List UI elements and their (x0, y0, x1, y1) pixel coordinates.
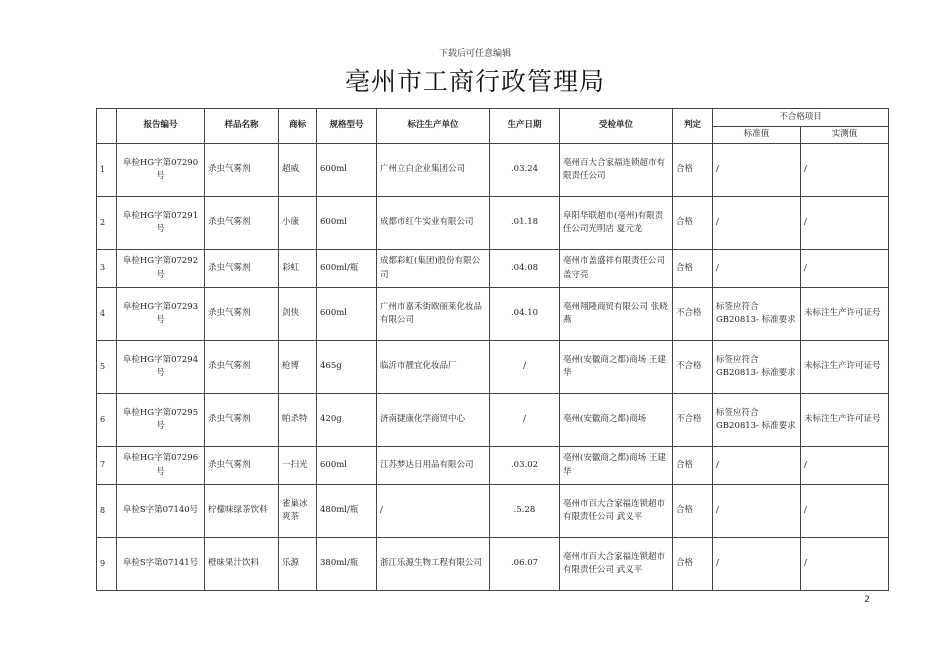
cell-producer: 济南捷康化学商贸中心 (377, 394, 490, 447)
table-row (97, 250, 889, 288)
download-note: 下载后可任意编辑 (438, 49, 511, 59)
col-nonconform-header: 不合格项目 (713, 109, 889, 127)
col-inspected-header: 受检单位 (560, 109, 673, 144)
cell-date: .04.10 (490, 288, 560, 341)
col-report-no-header: 报告编号 (117, 109, 205, 144)
cell-producer: / (377, 485, 490, 538)
cell-measured: / (801, 447, 889, 485)
row-index: 9 (97, 538, 117, 591)
cell-verdict: 不合格 (673, 288, 713, 341)
cell-verdict: 合格 (673, 447, 713, 485)
cell-standard: 标签应符合GB20813- 标准要求 (713, 394, 801, 447)
col-verdict-header: 判定 (673, 109, 713, 144)
cell-report-no: 阜检HG字第07295号 (117, 394, 205, 447)
cell-report-no: 阜检HG字第07292号 (117, 250, 205, 288)
cell-report-no: 阜检HG字第07296号 (117, 447, 205, 485)
page-title: 亳州市工商行政管理局 (344, 67, 605, 96)
cell-report-no: 阜检HG字第07293号 (117, 288, 205, 341)
cell-spec: 600ml (317, 288, 377, 341)
cell-producer: 江苏梦达日用品有限公司 (377, 447, 490, 485)
cell-sample: 杀虫气雾剂 (205, 341, 279, 394)
cell-verdict: 合格 (673, 144, 713, 197)
cell-producer: 浙江乐源生物工程有限公司 (377, 538, 490, 591)
cell-sample: 橙味果汁饮料 (205, 538, 279, 591)
cell-report-no: 阜检HG字第07294号 (117, 341, 205, 394)
cell-measured: / (801, 538, 889, 591)
table-row (97, 538, 889, 591)
col-standard-header: 标准值 (713, 127, 801, 144)
table-body (97, 144, 889, 591)
cell-standard: / (713, 447, 801, 485)
cell-inspected: 亳州市百大合家福连锁超市有限责任公司 武义平 (560, 538, 673, 591)
cell-spec: 420g (317, 394, 377, 447)
cell-standard: / (713, 197, 801, 250)
cell-inspected: 阜阳华联超市(亳州)有限责任公司光明店 夏元龙 (560, 197, 673, 250)
table-row (97, 197, 889, 250)
cell-verdict: 合格 (673, 250, 713, 288)
table-header (97, 109, 889, 144)
cell-measured: 未标注生产许可证号 (801, 341, 889, 394)
cell-date: .03.02 (490, 447, 560, 485)
cell-spec: 600ml (317, 447, 377, 485)
cell-brand: 雀巢冰爽茶 (279, 485, 317, 538)
row-index: 2 (97, 197, 117, 250)
cell-sample: 杀虫气雾剂 (205, 447, 279, 485)
col-index-header (97, 109, 117, 144)
row-index: 3 (97, 250, 117, 288)
cell-standard: 标签应符合GB20813- 标准要求 (713, 288, 801, 341)
cell-date: / (490, 394, 560, 447)
row-index: 5 (97, 341, 117, 394)
cell-brand: 一扫光 (279, 447, 317, 485)
row-index: 6 (97, 394, 117, 447)
col-measured-header: 实测值 (801, 127, 889, 144)
cell-verdict: 不合格 (673, 341, 713, 394)
cell-inspected: 亳州(安徽商之都)商场 王建华 (560, 341, 673, 394)
table-row (97, 394, 889, 447)
cell-report-no: 阜检HG字第07291号 (117, 197, 205, 250)
cell-date: .01.18 (490, 197, 560, 250)
cell-brand: 小康 (279, 197, 317, 250)
cell-brand: 帕杀特 (279, 394, 317, 447)
cell-report-no: 阜检S字第07141号 (117, 538, 205, 591)
cell-verdict: 合格 (673, 485, 713, 538)
cell-sample: 杀虫气雾剂 (205, 250, 279, 288)
cell-standard: / (713, 250, 801, 288)
cell-measured: / (801, 485, 889, 538)
cell-measured: / (801, 197, 889, 250)
cell-inspected: 亳州(安徽商之都)商场 王建华 (560, 447, 673, 485)
cell-spec: 600ml/瓶 (317, 250, 377, 288)
cell-brand: 彩虹 (279, 250, 317, 288)
cell-inspected: 亳州(安徽商之都)商场 (560, 394, 673, 447)
table-row (97, 288, 889, 341)
cell-inspected: 亳州翔隆商贸有限公司 张晓燕 (560, 288, 673, 341)
cell-report-no: 阜检S字第07140号 (117, 485, 205, 538)
cell-standard: / (713, 538, 801, 591)
cell-brand: 超威 (279, 144, 317, 197)
table-row (97, 144, 889, 197)
page-number: 2 (864, 595, 870, 605)
cell-sample: 杀虫气雾剂 (205, 144, 279, 197)
cell-producer: 广州市嘉禾街欧丽莱化妆品有限公司 (377, 288, 490, 341)
row-index: 8 (97, 485, 117, 538)
cell-sample: 杀虫气雾剂 (205, 288, 279, 341)
col-spec-header: 规格型号 (317, 109, 377, 144)
row-index: 7 (97, 447, 117, 485)
cell-brand: 剑侠 (279, 288, 317, 341)
inspection-table (96, 108, 889, 591)
cell-standard: / (713, 144, 801, 197)
cell-inspected: 亳州市百大合家福连锁超市有限责任公司 武义平 (560, 485, 673, 538)
cell-brand: 枪博 (279, 341, 317, 394)
cell-spec: 465g (317, 341, 377, 394)
cell-measured: 未标注生产许可证号 (801, 288, 889, 341)
cell-measured: 未标注生产许可证号 (801, 394, 889, 447)
cell-verdict: 合格 (673, 538, 713, 591)
cell-producer: 成都市红牛实业有限公司 (377, 197, 490, 250)
cell-sample: 柠檬味绿茶饮料 (205, 485, 279, 538)
col-date-header: 生产日期 (490, 109, 560, 144)
col-sample-header: 样品名称 (205, 109, 279, 144)
cell-report-no: 阜检HG字第07290号 (117, 144, 205, 197)
row-index: 4 (97, 288, 117, 341)
cell-producer: 成都彩虹(集团)股份有限公司 (377, 250, 490, 288)
cell-producer: 临沂市靓宜化妆品厂 (377, 341, 490, 394)
cell-inspected: 亳州市盖盛祥有限责任公司 盖守亮 (560, 250, 673, 288)
cell-spec: 600ml (317, 144, 377, 197)
table-row (97, 341, 889, 394)
cell-measured: / (801, 250, 889, 288)
col-brand-header: 商标 (279, 109, 317, 144)
cell-inspected: 亳州百大合家福连锁超市有限责任公司 (560, 144, 673, 197)
table-row (97, 447, 889, 485)
cell-verdict: 不合格 (673, 394, 713, 447)
cell-spec: 600ml (317, 197, 377, 250)
cell-verdict: 合格 (673, 197, 713, 250)
cell-date: .5.28 (490, 485, 560, 538)
cell-sample: 杀虫气雾剂 (205, 197, 279, 250)
cell-standard: 标签应符合GB20813- 标准要求 (713, 341, 801, 394)
cell-spec: 380ml/瓶 (317, 538, 377, 591)
cell-date: .03.24 (490, 144, 560, 197)
cell-producer: 广州立白企业集团公司 (377, 144, 490, 197)
cell-date: .04.08 (490, 250, 560, 288)
cell-brand: 乐源 (279, 538, 317, 591)
col-producer-header: 标注生产单位 (377, 109, 490, 144)
cell-date: .06.07 (490, 538, 560, 591)
table-row (97, 485, 889, 538)
cell-spec: 480ml/瓶 (317, 485, 377, 538)
cell-standard: / (713, 485, 801, 538)
cell-date: / (490, 341, 560, 394)
cell-sample: 杀虫气雾剂 (205, 394, 279, 447)
row-index: 1 (97, 144, 117, 197)
cell-measured: / (801, 144, 889, 197)
